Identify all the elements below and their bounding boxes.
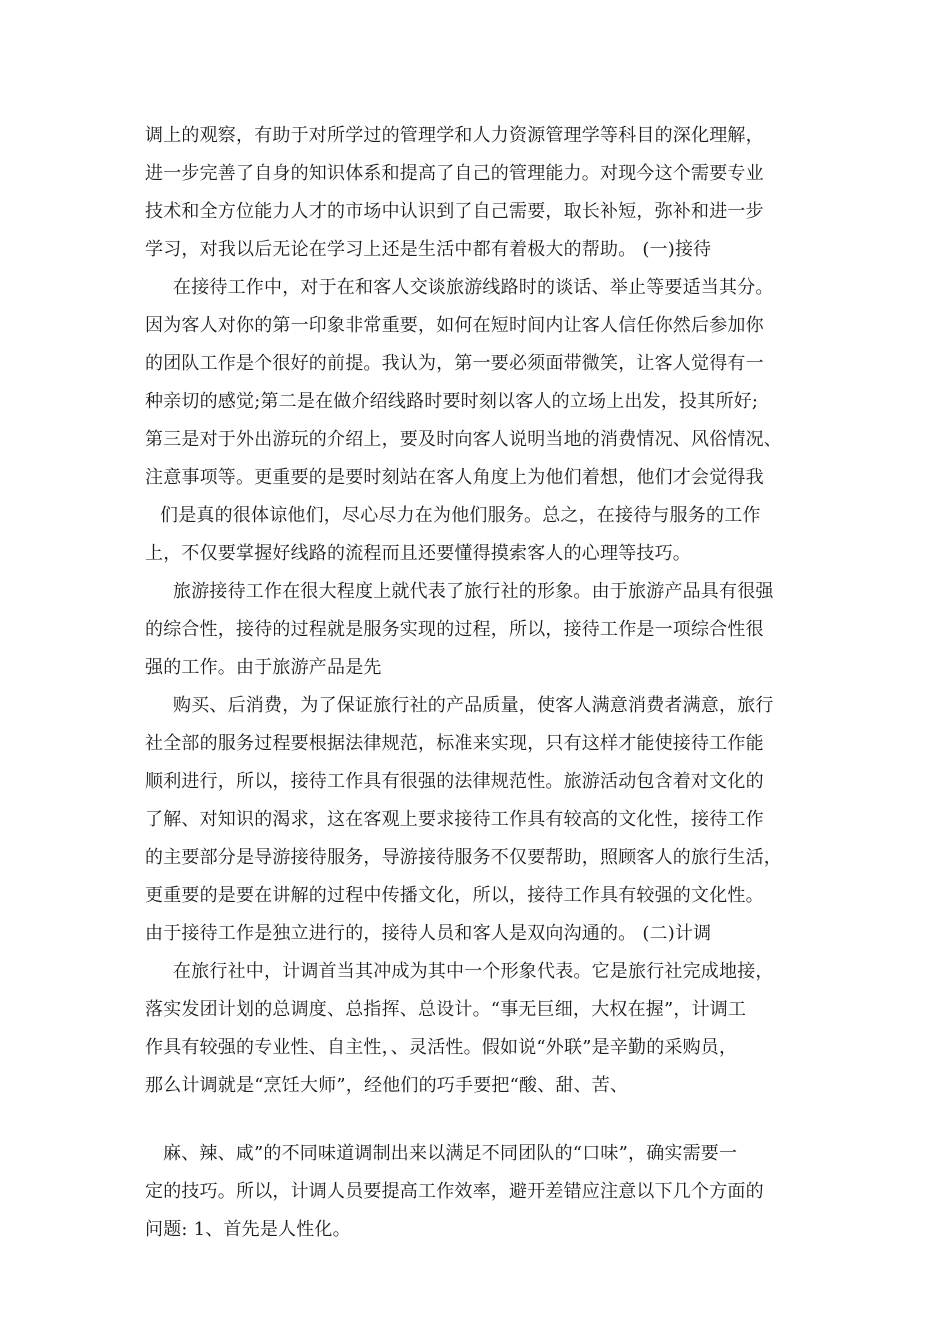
- text-line: 在接待工作中，对于在和客人交谈旅游线路时的谈话、举止等要适当其分。: [173, 277, 774, 298]
- text-line: 因为客人对你的第一印象非常重要，如何在短时间内让客人信任你然后参加你: [145, 315, 764, 336]
- text-line: 更重要的是要在讲解的过程中传播文化，所以，接待工作具有较强的文化性。: [145, 885, 764, 906]
- text-line: 社全部的服务过程要根据法律规范，标准来实现，只有这样才能使接待工作能: [145, 733, 764, 754]
- text-line: 技术和全方位能力人才的市场中认识到了自己需要，取长补短，弥补和进一步: [145, 201, 764, 222]
- text-line: 了解、对知识的渴求，这在客观上要求接待工作具有较高的文化性，接待工作: [145, 809, 764, 830]
- text-line: 们是真的很体谅他们，尽心尽力在为他们服务。总之，在接待与服务的工作: [160, 505, 761, 526]
- text-line: 调上的观察，有助于对所学过的管理学和人力资源管理学等科目的深化理解，: [145, 125, 764, 146]
- text-line: 落实发团计划的总调度、总指挥、总设计。“事无巨细，大权在握”，计调工: [145, 999, 747, 1020]
- text-line: 的主要部分是导游接待服务，导游接待服务不仅要帮助，照顾客人的旅行生活，: [145, 847, 782, 868]
- text-line: 购买、后消费，为了保证旅行社的产品质量，使客人满意消费者满意，旅行: [173, 695, 774, 716]
- text-line: 第三是对于外出游玩的介绍上，要及时向客人说明当地的消费情况、风俗情况、: [145, 429, 782, 450]
- text-line: 上，不仅要掌握好线路的流程而且还要懂得摸索客人的心理等技巧。: [145, 543, 691, 564]
- text-line: 麻、辣、咸”的不同味道调制出来以满足不同团队的“口味”，确实需要一: [163, 1143, 738, 1164]
- text-line: 注意事项等。更重要的是要时刻站在客人角度上为他们着想，他们才会觉得我: [145, 467, 764, 488]
- text-line: 作具有较强的专业性、自主性，、灵活性。假如说“外联”是辛勤的采购员，: [145, 1037, 738, 1058]
- text-line: 那么计调就是“烹饪大师”，经他们的巧手要把“酸、甜、苦、: [145, 1075, 629, 1096]
- text-line: 的团队工作是个很好的前提。我认为，第一要必须面带微笑，让客人觉得有一: [145, 353, 764, 374]
- text-line: 问题: 1、首先是人性化。: [145, 1219, 351, 1240]
- text-line: 进一步完善了自身的知识体系和提高了自己的管理能力。对现今这个需要专业: [145, 163, 764, 184]
- text-line: 定的技巧。所以，计调人员要提高工作效率，避开差错应注意以下几个方面的: [145, 1181, 764, 1202]
- text-line: 的综合性，接待的过程就是服务实现的过程，所以，接待工作是一项综合性很: [145, 619, 764, 640]
- text-line: 学习，对我以后无论在学习上还是生活中都有着极大的帮助。 (一)接待: [145, 239, 712, 260]
- text-line: 旅游接待工作在很大程度上就代表了旅行社的形象。由于旅游产品具有很强: [173, 581, 774, 602]
- text-line: 由于接待工作是独立进行的，接待人员和客人是双向沟通的。 (二)计调: [145, 923, 712, 944]
- text-line: 种亲切的感觉;第二是在做介绍线路时要时刻以客人的立场上出发，投其所好;: [145, 391, 759, 412]
- text-line: 强的工作。由于旅游产品是先: [145, 657, 382, 678]
- text-line: 在旅行社中，计调首当其冲成为其中一个形象代表。它是旅行社完成地接，: [173, 961, 774, 982]
- text-line: 顺利进行，所以，接待工作具有很强的法律规范性。旅游活动包含着对文化的: [145, 771, 764, 792]
